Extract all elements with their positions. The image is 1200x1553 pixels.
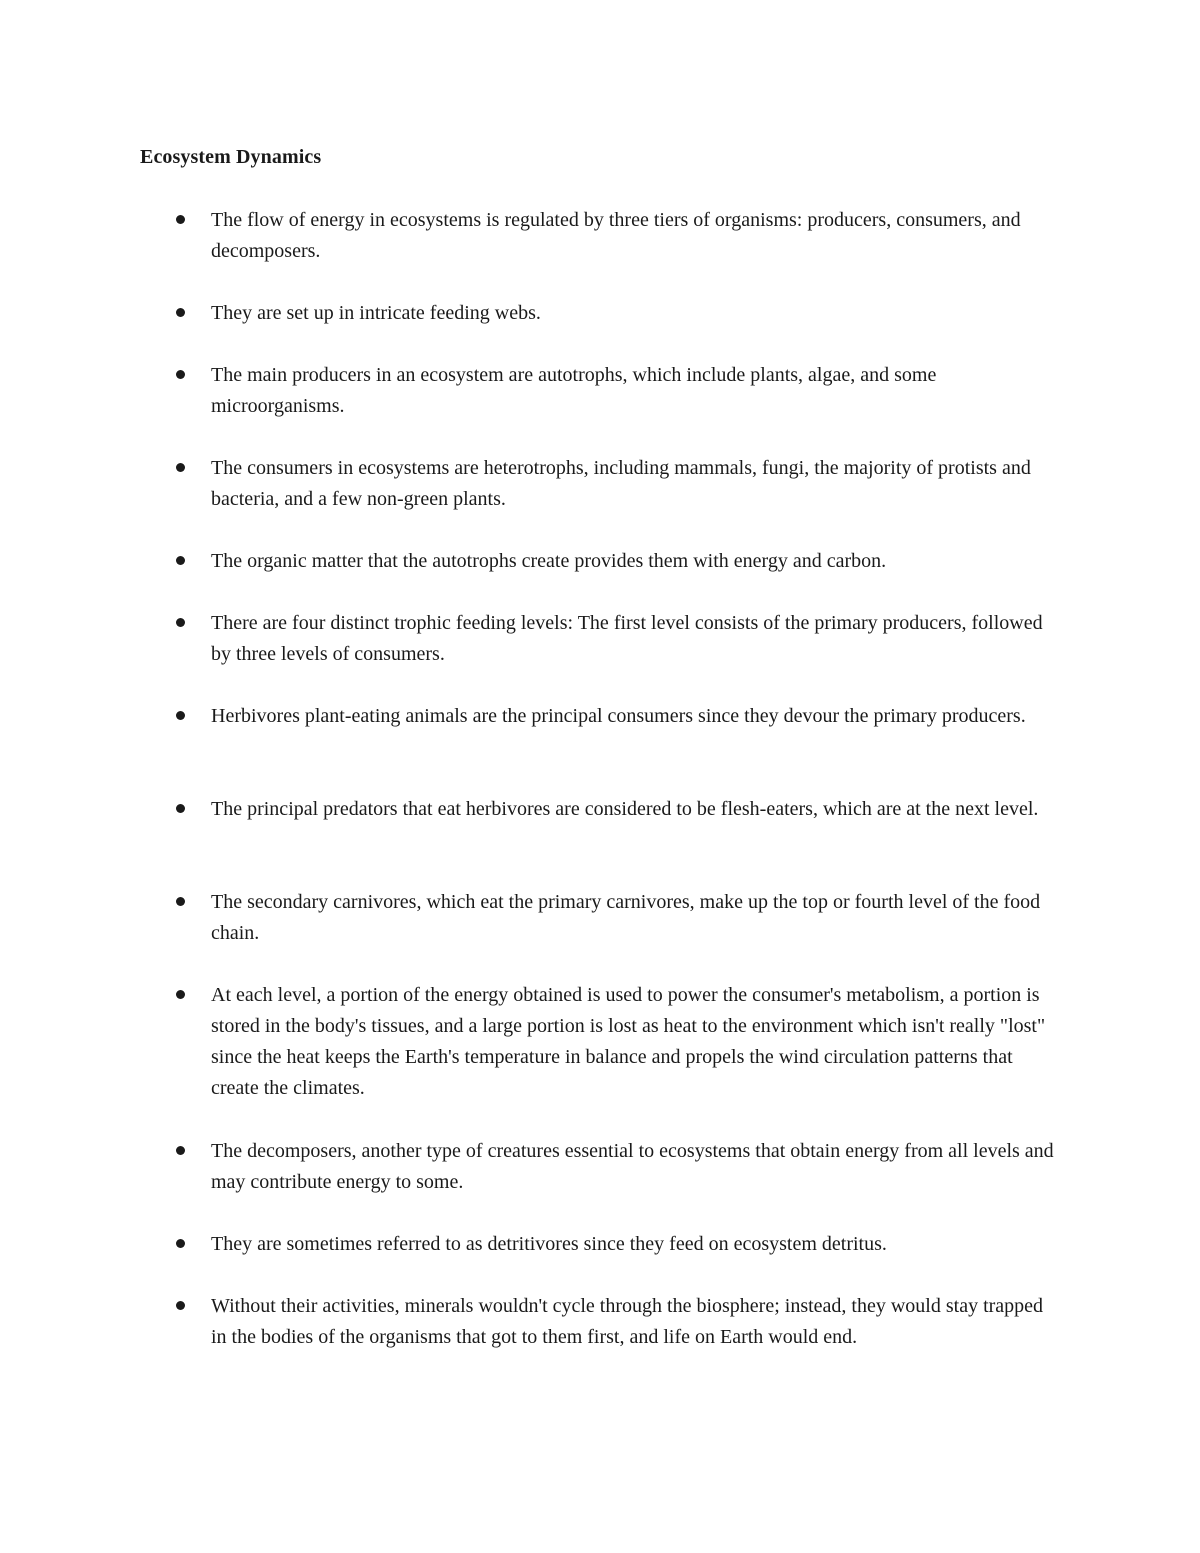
bullet-text: Without their activities, minerals wouldn't cycle through the biosphere; instead, they would stay trapped in the bodies of the organisms that got to them first, and life on Earth would end. — [211, 1295, 1044, 1348]
bullet-icon — [176, 463, 185, 472]
bullet-icon — [176, 897, 185, 906]
bullet-text: Herbivores plant-eating animals are the principal consumers since they devour the primary producers. — [211, 705, 1026, 727]
bullet-text: The principal predators that eat herbivores are considered to be flesh-eaters, which are at the next level. — [211, 798, 1039, 820]
bullet-icon — [176, 1239, 185, 1248]
bullet-text: At each level, a portion of the energy obtained is used to power the consumer's metabolism, a portion is stored in the body's tissues, and a large portion is lost as heat to the environment which isn't really "lost" since the heat keeps the Earth's temperature in balance and propels the wind circulation patterns that create the climates. — [211, 984, 1046, 1099]
bullet-icon — [176, 804, 185, 813]
bullet-icon — [176, 711, 185, 720]
bullet-icon — [176, 308, 185, 317]
bullet-text: They are set up in intricate feeding webs. — [211, 302, 541, 324]
bullet-icon — [176, 215, 185, 224]
bullet-icon — [176, 618, 185, 627]
bullet-text: The secondary carnivores, which eat the primary carnivores, make up the top or fourth level of the food chain. — [211, 891, 1041, 944]
bullet-text: The organic matter that the autotrophs create provides them with energy and carbon. — [211, 550, 887, 572]
bullet-text: The decomposers, another type of creatures essential to ecosystems that obtain energy from all levels and may contribute energy to some. — [211, 1140, 1054, 1193]
document-title: Ecosystem Dynamics — [140, 146, 322, 168]
bullet-icon — [176, 990, 185, 999]
bullet-text: There are four distinct trophic feeding levels: The first level consists of the primary producers, followed by three levels of consumers. — [211, 612, 1043, 665]
bullet-icon — [176, 370, 185, 379]
bullet-text: The flow of energy in ecosystems is regulated by three tiers of organisms: producers, consumers, and decomposers. — [211, 209, 1021, 262]
bullet-text: The consumers in ecosystems are heterotrophs, including mammals, fungi, the majority of protists and bacteria, and a few non-green plants. — [211, 457, 1031, 510]
bullet-text: The main producers in an ecosystem are autotrophs, which include plants, algae, and some microorganisms. — [211, 364, 937, 417]
bullet-icon — [176, 556, 185, 565]
bullet-icon — [176, 1301, 185, 1310]
bullet-text: They are sometimes referred to as detritivores since they feed on ecosystem detritus. — [211, 1233, 887, 1255]
bullet-icon — [176, 1146, 185, 1155]
